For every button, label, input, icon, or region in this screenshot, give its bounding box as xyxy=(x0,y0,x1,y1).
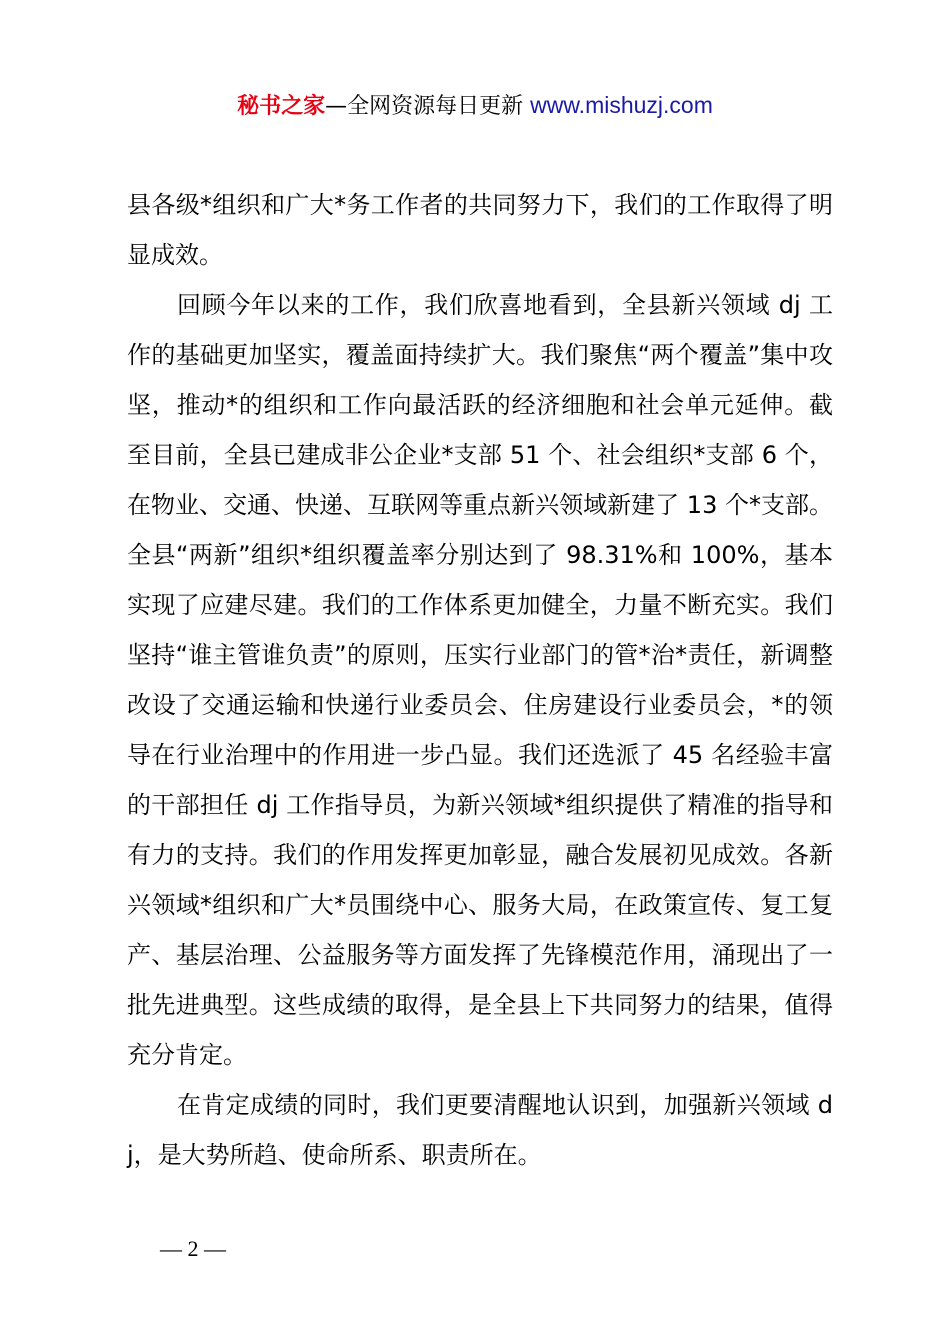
paragraph-recognition: 在肯定成绩的同时，我们更要清醒地认识到，加强新兴领域 dj，是大势所趋、使命所系、职责所在。 xyxy=(127,1091,833,1169)
brand-name: 秘书之家 xyxy=(237,94,326,119)
page-number: — 2 — xyxy=(160,1236,226,1261)
page-header xyxy=(0,88,950,124)
header-url-link[interactable]: www.mishuzj.com xyxy=(530,92,713,118)
paragraph-continuation: 县各级*组织和广大*务工作者的共同努力下，我们的工作取得了明显成效。 xyxy=(127,191,833,269)
paragraph-review: 回顾今年以来的工作，我们欣喜地看到，全县新兴领域 dj 工作的基础更加坚实，覆盖面持续扩大。我们聚焦“两个覆盖”集中攻坚，推动*的组织和工作向最活跃的经济细胞和社会单元延伸。截至目前，全县已建成非公企业*支部 51 个、社会组织*支部 6 个，在物业、交通、快递、互联网等重点新兴领域新建了 13 个*支部。全县“两新”组织*组织覆盖率分别达到了 98.31%和 100%，基本实现了应建尽建。我们的工作体系更加健全，力量不断充实。我们坚持“谁主管谁负责”的原则，压实行业部门的管*治*责任，新调整改设了交通运输和快递行业委员会、住房建设行业委员会，*的领导在行业治理中的作用进一步凸显。我们还选派了 45 名经验丰富的干部担任 dj 工作指导员，为新兴领域*组织提供了精准的指导和有力的支持。我们的作用发挥更加彰显，融合发展初见成效。各新兴领域*组织和广大*员围绕中心、服务大局，在政策宣传、复工复产、基层治理、公益服务等方面发挥了先锋模范作用，涌现出了一批先进典型。这些成绩的取得，是全县上下共同努力的结果，值得充分肯定。 xyxy=(127,291,833,1069)
document-body xyxy=(127,180,833,1180)
header-tagline: —全网资源每日更新 xyxy=(325,94,531,119)
